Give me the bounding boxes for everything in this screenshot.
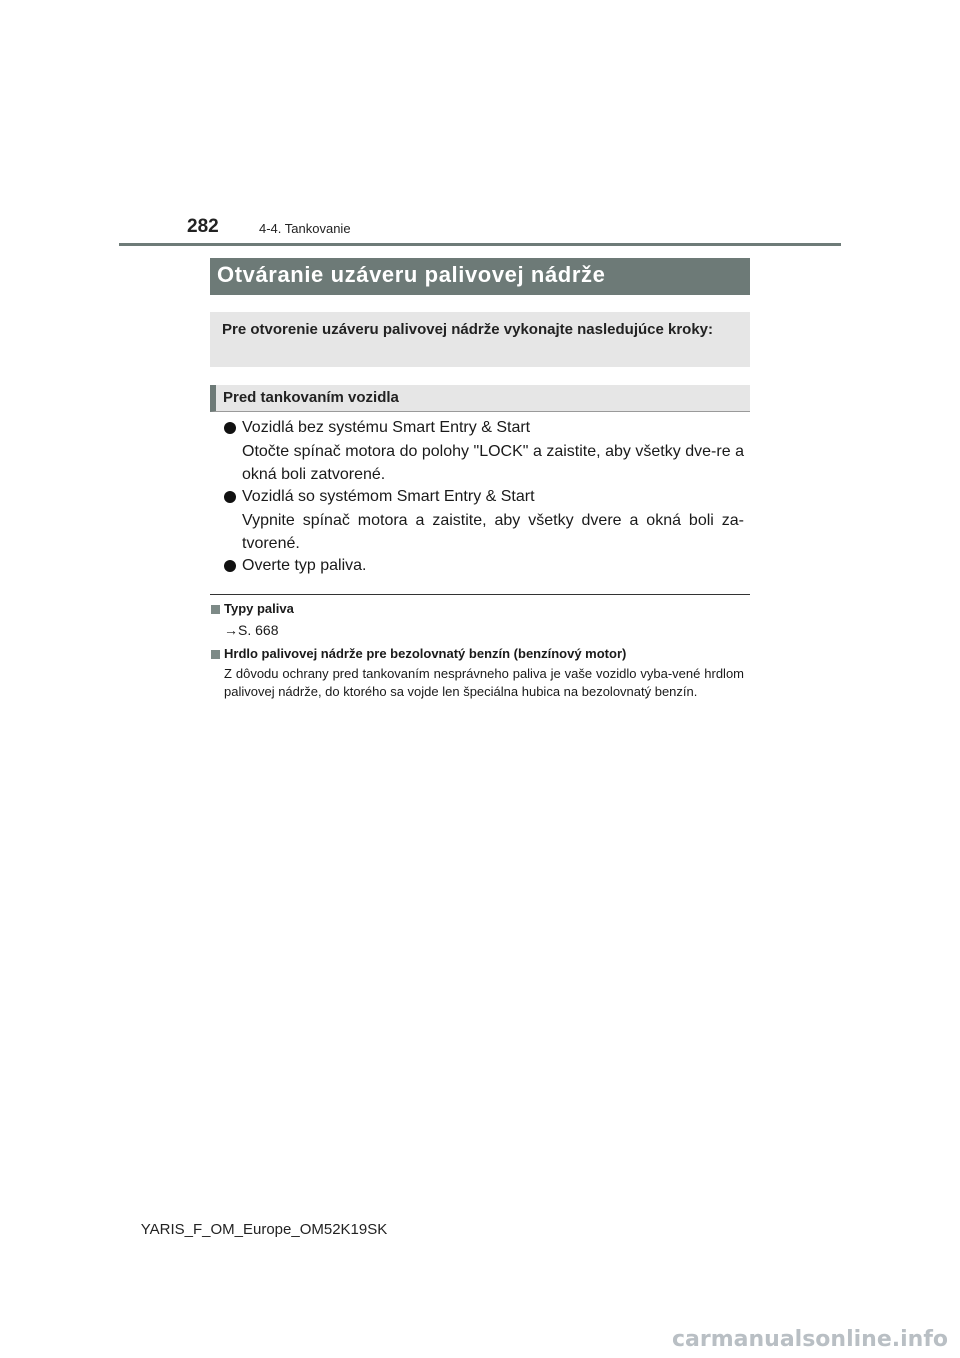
bullet-text: Vypnite spínač motora a zaistite, aby všetky dvere a okná boli za-tvorené. [242, 512, 744, 552]
subheading: Pred tankovaním vozidla [223, 389, 399, 406]
watermark: carmanualsonline.info [672, 1327, 948, 1352]
note-heading: Typy paliva [224, 601, 294, 616]
intro-box [210, 312, 750, 367]
bullet-heading: Overte typ paliva. [242, 557, 367, 574]
title-bar [210, 258, 750, 295]
bullet-icon [224, 560, 236, 572]
header-divider [119, 243, 841, 246]
subheading-bar [210, 385, 750, 412]
page-reference: →S. 668 [224, 622, 279, 638]
square-bullet-icon [211, 650, 220, 659]
footer [0, 1221, 960, 1238]
section-label: 4-4. Tankovanie [259, 221, 351, 236]
note-heading: Hrdlo palivovej nádrže pre bezolovnatý benzín (benzínový motor) [224, 646, 627, 661]
bullet-heading: Vozidlá bez systému Smart Entry & Start [242, 419, 531, 436]
page-number: 282 [187, 216, 219, 237]
intro-text: Pre otvorenie uzáveru palivovej nádrže vykonajte nasledujúce kroky: [222, 321, 714, 338]
bullet-icon [224, 422, 236, 434]
bullet-icon [224, 491, 236, 503]
note-text: Z dôvodu ochrany pred tankovaním nesprávneho paliva je vaše vozidlo vyba-vené hrdlom palivovej nádrže, do ktorého sa vojde len špeciálna hubica na bezolovnatý benzín. [224, 666, 744, 699]
bullet-heading: Vozidlá so systémom Smart Entry & Start [242, 488, 535, 505]
page-title: Otváranie uzáveru palivovej nádrže [217, 262, 606, 287]
notes-divider [210, 594, 750, 595]
square-bullet-icon [211, 605, 220, 614]
footer-text: YARIS_F_OM_Europe_OM52K19SK [140, 1221, 388, 1238]
bullet-text: Otočte spínač motora do polohy "LOCK" a zaistite, aby všetky dve-re a okná boli zatvorené. [242, 443, 744, 483]
